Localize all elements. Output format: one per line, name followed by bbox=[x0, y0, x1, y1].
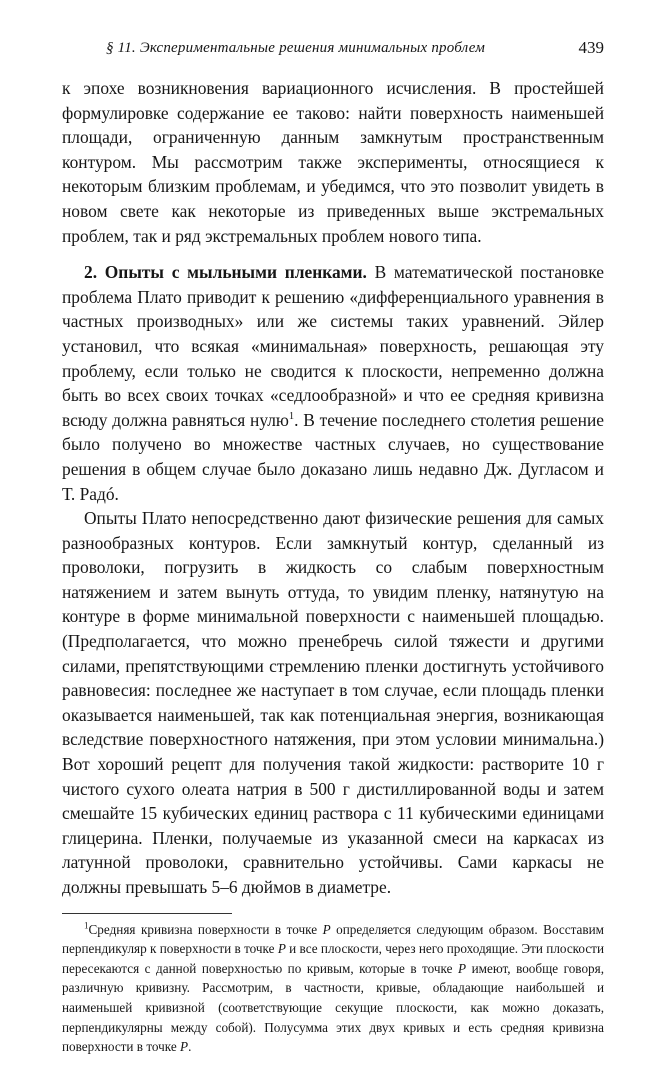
math-variable: P bbox=[457, 960, 467, 976]
footnote-text: Средняя кривизна поверхности в точке bbox=[88, 921, 323, 937]
footnote-text: и все плоскости, через него проходящие. Эти плоскости пересекаются с данной поверхностью по кривым, которые в точке bbox=[62, 941, 605, 976]
paragraph-section-2 bbox=[62, 260, 604, 506]
paragraph-text: В математической постановке проблема Плато приводит к решению «дифференциального уравнения в частных производных» или же системы таких уравнений. Эйлер установил, что всякая «минимальная» поверхность, решающая эту проблему, если только не сводится к плоскости, непременно должна быть во всех своих точках «седлообразной» и что ее средняя кривизна всюду должна равняться нулю bbox=[62, 262, 604, 430]
footnote bbox=[62, 920, 604, 1057]
footnote-text: имеют, вообще говоря, различную кривизну. Рассмотрим, в частности, кривые, обладающие наибольшей и наименьшей кривизной (соответствующие секущие плоскости, как можно доказать, перпендикулярны между собой). Полусумма этих двух кривых и есть средняя кривизна поверхности в точке bbox=[62, 960, 604, 1055]
footnote-divider bbox=[62, 913, 232, 914]
footnote-text: определяется следующим образом. Восставим перпендикуляр к поверхности в точке bbox=[62, 921, 605, 957]
running-head bbox=[62, 38, 604, 64]
paragraph-text: . В течение последнего столетия решение было получено во множестве частных случаев, но существование решения в общем случае было доказано лишь недавно Дж. Дугласом и Т. Радó. bbox=[62, 409, 604, 504]
section-number: 2. bbox=[84, 262, 98, 283]
section-title: Опыты с мыльными пленками. bbox=[104, 262, 367, 283]
math-variable: P bbox=[322, 921, 331, 937]
footnote-mark: 1 bbox=[84, 920, 89, 931]
page-number: 439 bbox=[578, 38, 604, 57]
math-variable: P bbox=[180, 1039, 189, 1055]
paragraph-plateau-experiments: Опыты Плато непосредственно дают физические решения для самых разнообразных контуров. Если замкнутый контур, сделанный из проволоки, погрузить в жидкость со слабым поверхностным натяжением и затем вынуть оттуда, то увидим пленку, натянутую на контуре в форме минимальной поверхности с наименьшей площадью. (Предполагается, что можно пренебречь силой тяжести и другими силами, препятствующими стремлению пленки достигнуть устойчивого равновесия: последнее же наступает в том случае, если площадь пленки оказывается наименьшей, так как потенциальная энергия, возникающая вследствие поверхностного натяжения, при этом условии минимальна.) Вот хороший рецепт для получения такой жидкости: растворите 10 г чистого сухого олеата натрия в 500 г дистиллированной воды и затем смешайте 15 кубических единиц раствора с 11 кубическими единицами глицерина. Пленки, получаемые из указанной смеси на каркасах из латунной проволоки, сравнительно устойчивы. Сами каркасы не должны превышать 5–6 дюймов в диаметре. bbox=[62, 508, 604, 897]
footnote-reference[interactable]: 1 bbox=[288, 410, 295, 422]
running-title: § 11. Экспериментальные решения минимальных проблем bbox=[106, 40, 485, 56]
math-variable: P bbox=[277, 941, 286, 957]
paragraph-continuation: к эпохе возникновения вариационного исчисления. В простейшей формулировке содержание ее таково: найти поверхность наименьшей площади, ограниченную данным замкнутым пространственным контуром. Мы рассмотрим также эксперименты, относящиеся к некоторым близким проблемам, и убедимся, что это позволит увидеть в новом свете как некоторые из приведенных выше экстремальных проблем, так и ряд экстремальных проблем нового типа. bbox=[62, 78, 604, 246]
book-page bbox=[62, 38, 604, 1070]
footnote-text: . bbox=[188, 1039, 192, 1055]
main-text bbox=[62, 76, 604, 900]
